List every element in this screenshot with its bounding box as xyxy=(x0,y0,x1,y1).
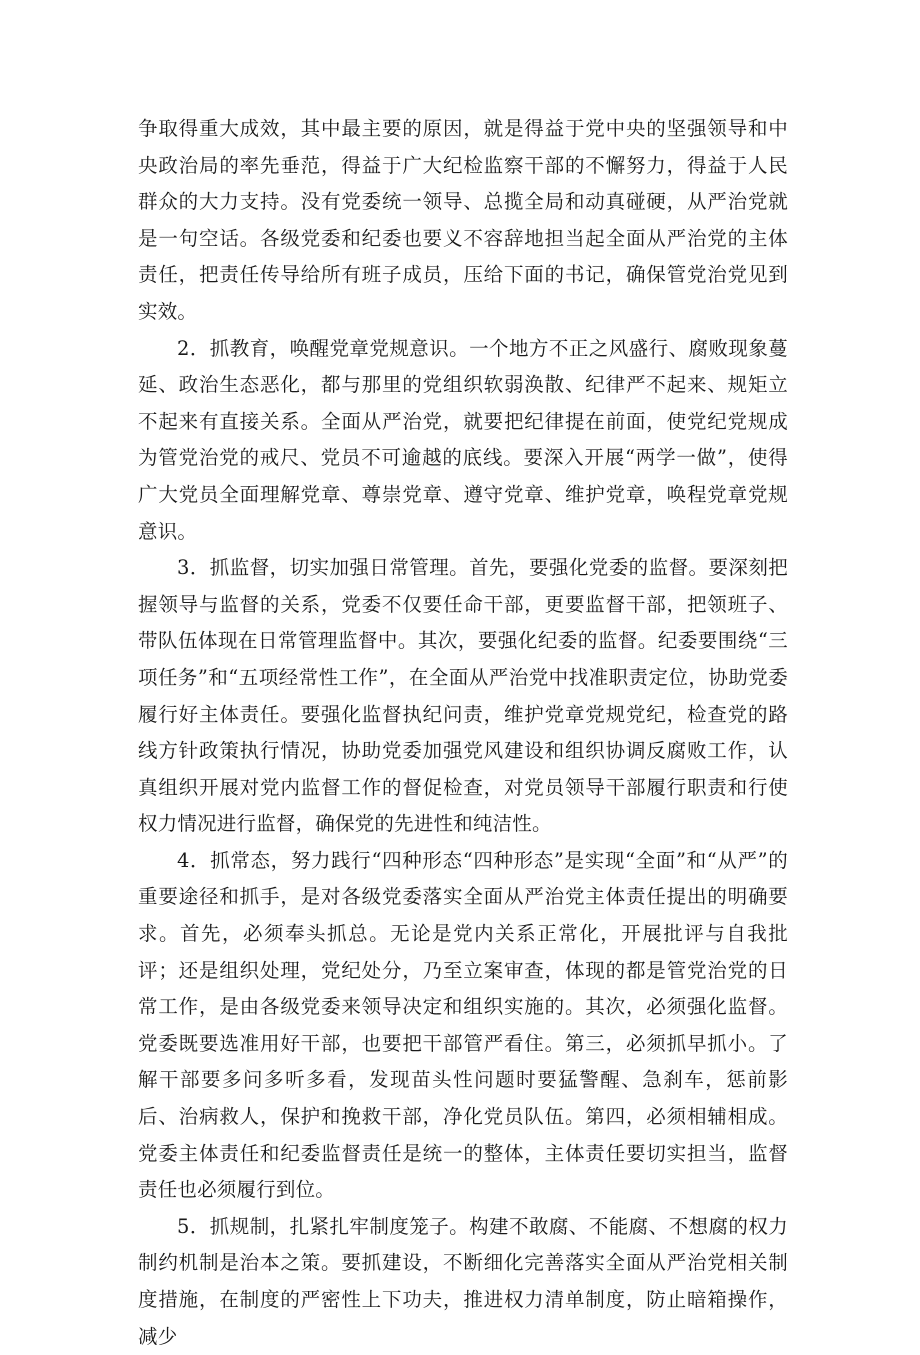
paragraph-item-5-regulation: 5．抓规制，扎紧扎牢制度笼子。构建不敢腐、不能腐、不想腐的权力制约机制是治本之策。要抓建设，不断细化完善落实全面从严治党相关制度措施，在制度的严密性上下功夫，推进权力清单制度，防止暗箱操作，减少 xyxy=(138,1214,788,1348)
document-body xyxy=(138,111,788,1355)
paragraph-item-3-supervision: 3．抓监督，切实加强日常管理。首先，要强化党委的监督。要深刻把握领导与监督的关系，党委不仅要任命干部，更要监督干部，把领班子、带队伍体现在日常管理监督中。其次，要强化纪委的监督。纪委要围绕“三项任务”和“五项经常性工作”，在全面从严治党中找准职责定位，协助党委履行好主体责任。要强化监督执纪问责，维护党章党规党纪，检查党的路线方针政策执行情况，协助党委加强党风建设和组织协调反腐败工作，认真组织开展对党内监督工作的督促检查，对党员领导干部履行职责和行使权力情况进行监督，确保党的先进性和纯洁性。 xyxy=(138,556,788,836)
paragraph-item-4-normalization: 4．抓常态，努力践行“四种形态“四种形态”是实现“全面”和“从严”的重要途径和抓手，是对各级党委落实全面从严治党主体责任提出的明确要求。首先，必须奉头抓总。无论是党内关系正常化，开展批评与自我批评；还是组织处理，党纪处分，乃至立案审查，体现的都是管党治党的日常工作，是由各级党委来领导决定和组织实施的。其次，必须强化监督。党委既要选准用好干部，也要把干部管严看住。第三，必须抓早抓小。了解干部要多问多听多看，发现苗头性问题时要猛警醒、急刹车，惩前影后、治病救人，保护和挽救干部，净化党员队伍。第四，必须相辅相成。党委主体责任和纪委监督责任是统一的整体，主体责任要切实担当，监督责任也必须履行到位。 xyxy=(138,848,788,1202)
paragraph-item-2-education: 2．抓教育，唤醒党章党规意识。一个地方不正之风盛行、腐败现象蔓延、政治生态恶化，都与那里的党组织软弱涣散、纪律严不起来、规矩立不起来有直接关系。全面从严治党，就要把纪律提在前面，使党纪党规成为管党治党的戒尺、党员不可逾越的底线。要深入开展“两学一做”，使得广大党员全面理解党章、尊崇党章、遵守党章、维护党章，唤程党章党规意识。 xyxy=(138,336,788,543)
paragraph-continuation: 争取得重大成效，其中最主要的原因，就是得益于党中央的坚强领导和中央政治局的率先垂范，得益于广大纪检监察干部的不懈努力，得益于人民群众的大力支持。没有党委统一领导、总揽全局和动真碰硬，从严治党就是一句空话。各级党委和纪委也要义不容辞地担当起全面从严治党的主体责任，把责任传导给所有班子成员，压给下面的书记，确保管党治党见到实效。 xyxy=(138,117,788,323)
